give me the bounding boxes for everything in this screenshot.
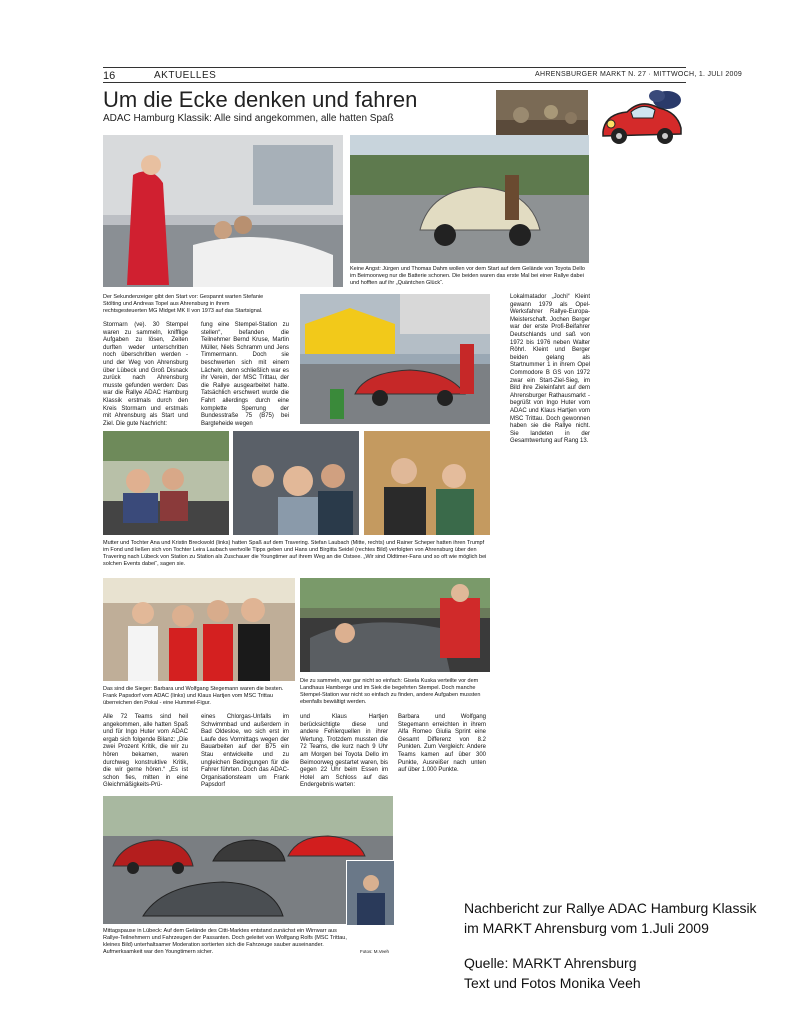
caption-luebeck: Mittagspause in Lübeck: Auf dem Gelände des Citti-Marktes entstand zunächst ein Wirrwarr aus Rallye-Teilnehmern und Fahrzeugen der Passanten. Doch geleitet von Wolfgang Rolfs (MSC Trittau, kleines Bild) unterhaltsamer Moderation sortierten sich die Fahrzeuge sauber auseinander. Aufmerksamkeit war den Youngtimern sicher. [103, 928, 347, 955]
photo-credit: Fotos: M.Veeh [360, 949, 390, 954]
caption-stamp-station: Die zu sammeln, war gar nicht so einfach: Gisela Kuska verteilte vor dem Landhaus Hamberge und im Siek die begehrten Stempel. Doch manche Stempel-Station war nicht so einfach zu finden, andere Aufgaben mussten ebenfalls bewältigt werden. [300, 678, 481, 705]
photo-stamp-station [300, 578, 490, 672]
note-line-1: Nachbericht zur Rallye ADAC Hamburg Klassik [464, 900, 757, 916]
page-number: 16 [103, 70, 116, 82]
body-col-5: eines Chlorgas-Unfalls im Schwimmbad und außerdem in Bad Oldesloe, wo sich erst im Laufe des Vormittags wegen der Bauarbeiten auf der B75 ein Stau entwickelte und zu ungleichen Bedingungen für die Fahrer führten. Doch das ADAC-Organisationsteam um Frank Papsdorf [201, 714, 289, 789]
photo-inset-moderator [346, 860, 395, 926]
body-col-1: Stormarn (ve). 30 Stempel waren zu sammeln, knifflige Aufgaben zu lösen, Zeiten durften weder unterschritten noch überschritten werden - und der Weg von Ahrensburg über Lübeck und Groß Disnack zurück nach Ahrensburg musste gefunden werden: Das war die Rallye ADAC Hamburg Klassik erstmals durch den Kreis Stormarn und erstmals mit Ahrensburg als Start und Ziel. Die gute Nachricht: [103, 322, 188, 427]
photo-breckwold [103, 431, 229, 535]
body-col-7: Barbara und Wolfgang Stegemann erreichten in ihrem Alfa Romeo Giulia Sprint eine Gesamt Differenz von 8.2 Punkten. Zum Vergleich: Andere Teams kamen auf über 300 Punkte, Ausreißer nach unten auf über 1.000 Punkte. [398, 714, 486, 774]
body-col-2: fung eine Stempel-Station zu stellen“, befanden die Teilnehmer Bernd Kruse, Martin Müller, Niels Schramm und Jens Timmermann. Doch sie beschwerten sich mit einem Lächeln, denn schließlich war es ihr Verein, der MSC Trittau, der die Rallye ausgearbeitet hatte. Tatsächlich erschwert wurde die Fahrt allerdings durch eine komplette Sperrung der Bundesstraße 75 (B75) bei Bargteheide wegen [201, 322, 289, 427]
note-line-3: Quelle: MARKT Ahrensburg [464, 955, 637, 971]
caption-winners: Das sind die Sieger: Barbara und Wolfgang Stegemann waren die besten. Frank Papsdorf vom ADAC (links) und Klaus Hartjen vom MSC Trittau überreichen den Pokal - eine Hummel-Figur. [103, 686, 284, 706]
photo-opel-finish [300, 294, 490, 424]
note-line-2: im MARKT Ahrensburg vom 1.Juli 2009 [464, 920, 709, 936]
header-rule [103, 82, 686, 83]
photo-laubach-scheper [233, 431, 359, 535]
photo-seidel [364, 431, 490, 535]
photo-winners [103, 578, 295, 681]
photo-vw-beetle [350, 135, 589, 263]
body-col-4: Alle 72 Teams sind heil angekommen, alle hatten Spaß und für Ingo Huter vom ADAC ergab sich folgende Bilanz: „Die zwei Prozent Kritik, die wir zu hören bekamen, waren durchweg konstruktive Kritik, die wir gerne hören.“ „Es ist schon fies, mitten in eine Gleichmäßigkeits-Prü- [103, 714, 188, 789]
note-line-4: Text und Fotos Monika Veeh [464, 975, 641, 991]
caption-vw-beetle: Keine Angst: Jürgen und Thomas Dahm wollen vor dem Start auf dem Gelände von Toyota Dello im Beimoorweg nur die Batterie schonen. Die beiden waren das erste Mal bei einer Rallye dabei und hofften auf ihr „Quäntchen Glück“. [350, 266, 585, 286]
subheadline: ADAC Hamburg Klassik: Alle sind angekommen, alle hatten Spaß [103, 113, 394, 124]
photo-start-timekeeper [103, 135, 343, 287]
body-col-6: und Klaus Hartjen berücksichtigte diese und andere Fehlerquellen in ihrer Wertung. Trotzdem mussten die 72 Teams, die kurz nach 9 Uhr am Morgen bei Toyota Dello im Beimoorweg gestartet waren, bis gegen 22 Uhr beim Essen im Hotel am Schloss auf das Endergebnis warten: [300, 714, 388, 789]
header-rule-top [103, 67, 686, 68]
body-col-3: Lokalmatador „Jochi“ Kleint gewann 1979 als Opel-Werksfahrer Rallye-Europa-Meisterschaft. Jochen Berger war der erste Profi-Beifahrer Deutschlands und saß von 1972 bis 1976 neben Walter Röhrl. Kleint und Berger beiden gelang als Startnummer 1 in ihrem Opel Commodore B GS von 1972 zwar ein Start-Ziel-Sieg, im Bild ihre Zieleinfahrt auf dem Ahrensburger Rathausmarkt - begrüßt von Ingo Huter vom ADAC und Klaus Hartjen vom MSC Trittau. Doch gewonnen haben sie die Rallye nicht. Sie landeten in der Gesamtwertung auf Rang 13. [510, 294, 590, 445]
caption-start: Der Sekundenzeiger gibt den Start vor: Gespannt warten Stefanie Stölting und Andreas Topel aus Ahrensburg in ihrem rechtsgesteuerten MG Midget MK II von 1973 auf das Startsignal. [103, 294, 264, 314]
cartoon-car-logo [597, 88, 689, 150]
issue-line: AHRENSBURGER MARKT N. 27 · MITTWOCH, 1. JULI 2009 [535, 71, 743, 78]
caption-spectators: Mutter und Tochter Ana und Kristin Breckwold (links) hatten Spaß auf dem Travering. Stefan Laubach (Mitte, rechts) und Rainer Scheper hatten ihren Trumpf im Fond und ließen sich von Tochter Leira Laubach wertvolle Tipps geben und Hans und Birgitta Seidel (rechtes Bild) verfolgten von Ahrensburg über den Travering nach Lübeck von Station zu Station als Zuschauer die Youngtimer auf ihrem Weg an die Ostsee. „Wir sind Oldtimer-Fans und so oft wie möglich bei solchen Events dabei“, sagen sie. [103, 540, 487, 567]
headline: Um die Ecke denken und fahren [103, 87, 418, 112]
section-rubric: AKTUELLES [154, 70, 217, 81]
